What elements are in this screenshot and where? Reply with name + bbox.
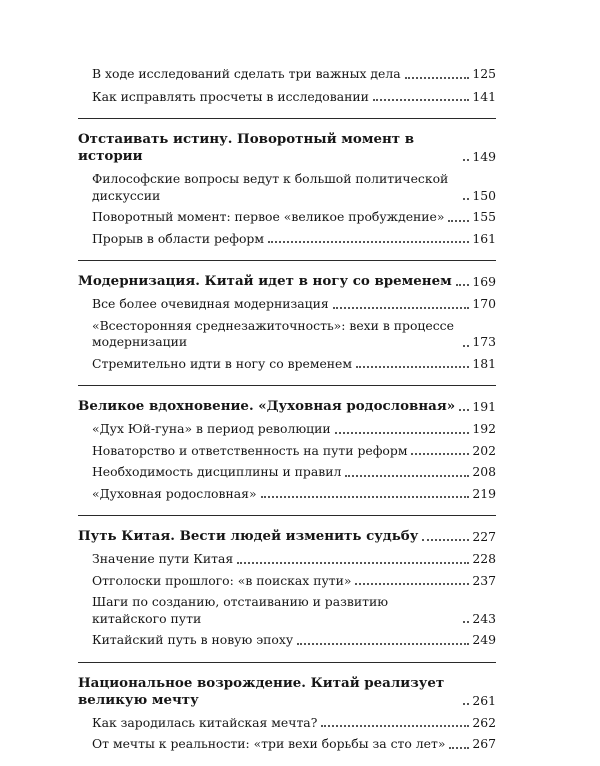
toc-entry-title: Как исправлять просчеты в исследовании	[92, 88, 369, 104]
section-divider	[78, 260, 496, 261]
toc-entry-title: От мечты к реальности: «три вехи борьбы за сто лет»	[92, 736, 446, 751]
toc-entry	[78, 715, 496, 732]
toc-entry-title: Китайский путь в новую эпоху	[92, 632, 294, 647]
dot-leader	[373, 99, 469, 101]
table-of-contents	[78, 66, 496, 766]
dot-leader	[449, 747, 469, 749]
toc-entry-title: Необходимость дисциплины и правил	[92, 464, 342, 479]
dot-leader	[297, 643, 469, 645]
toc-entry-page: 228	[472, 551, 496, 566]
section-divider	[78, 118, 496, 119]
toc-entry-page: 161	[472, 230, 496, 246]
toc-entry	[78, 89, 496, 106]
toc-chapter-title: Великое вдохновение. «Духовная родословная»	[78, 398, 456, 414]
dot-leader	[463, 345, 469, 347]
dot-leader	[268, 241, 469, 243]
dot-leader	[463, 621, 469, 623]
toc-entry	[78, 66, 496, 83]
toc-entry	[78, 318, 496, 351]
dot-leader	[463, 159, 469, 161]
dot-leader	[237, 562, 469, 564]
toc-entry-page: 181	[472, 355, 496, 371]
toc-chapter-page: 227	[472, 529, 496, 544]
toc-entry-page: 267	[472, 736, 496, 751]
toc-entry	[78, 356, 496, 373]
toc-chapter	[78, 131, 496, 165]
toc-chapter-page: 191	[472, 399, 496, 414]
toc-section	[78, 273, 496, 372]
dot-leader	[261, 496, 470, 498]
toc-entry	[78, 171, 496, 204]
toc-entry	[78, 421, 496, 438]
toc-entry-page: 202	[472, 442, 496, 458]
dot-leader	[345, 475, 469, 477]
toc-chapter	[78, 273, 496, 290]
toc-entry	[78, 464, 496, 481]
toc-entry-title: Философские вопросы ведут к большой политической дискуссии	[92, 171, 449, 203]
toc-entry-title: Значение пути Китая	[92, 551, 234, 566]
dot-leader	[333, 307, 470, 309]
dot-leader	[463, 703, 469, 705]
toc-entry-title: Как зародилась китайская мечта?	[92, 714, 318, 730]
toc-entry	[78, 632, 496, 649]
toc-entry-page: 192	[472, 421, 496, 436]
toc-chapter-page: 169	[472, 274, 496, 289]
dot-leader	[321, 725, 469, 727]
dot-leader	[422, 539, 469, 541]
toc-section	[78, 66, 496, 105]
toc-entry	[78, 296, 496, 313]
toc-chapter-title: Национальное возрождение. Китай реализует великую мечту	[78, 674, 445, 708]
toc-entry-page: 237	[472, 572, 496, 588]
toc-section	[78, 131, 496, 247]
toc-entry-page: 141	[472, 88, 496, 104]
dot-leader	[448, 220, 469, 222]
toc-chapter	[78, 675, 496, 709]
toc-chapter-title: Модернизация. Китай идет в ногу со временем	[78, 273, 452, 289]
toc-entry-page: 170	[472, 296, 496, 311]
toc-entry-page: 262	[472, 714, 496, 730]
toc-entry-page: 219	[472, 485, 496, 501]
dot-leader	[459, 409, 469, 411]
toc-chapter-page: 149	[472, 149, 496, 164]
dot-leader	[335, 432, 470, 434]
toc-entry	[78, 573, 496, 590]
toc-entry	[78, 231, 496, 248]
toc-entry-title: «Дух Юй-гуна» в период революции	[92, 421, 331, 436]
toc-section	[78, 398, 496, 502]
toc-entry-title: «Духовная родословная»	[92, 485, 257, 501]
toc-chapter-title: Отстаивать истину. Поворотный момент в истории	[78, 131, 415, 164]
toc-entry	[78, 551, 496, 568]
toc-chapter	[78, 528, 496, 545]
toc-entry-title: Отголоски прошлого: «в поисках пути»	[92, 572, 352, 588]
toc-entry-title: Поворотный момент: первое «великое пробуждение»	[92, 209, 445, 224]
dot-leader	[411, 453, 469, 455]
toc-entry-title: Все более очевидная модернизация	[92, 296, 329, 311]
toc-entry-page: 249	[472, 632, 496, 647]
section-divider	[78, 662, 496, 663]
toc-entry-title: Шаги по созданию, отстаиванию и развитию китайского пути	[92, 594, 388, 626]
dot-leader	[405, 77, 470, 79]
toc-entry	[78, 594, 496, 627]
toc-entry	[78, 486, 496, 503]
toc-chapter-title: Путь Китая. Вести людей изменить судьбу	[78, 528, 419, 544]
toc-entry	[78, 736, 496, 753]
toc-section	[78, 675, 496, 753]
toc-entry-page: 125	[472, 66, 496, 81]
toc-chapter	[78, 398, 496, 415]
toc-entry-page: 173	[472, 334, 496, 349]
toc-entry-page: 208	[472, 464, 496, 479]
toc-entry	[78, 443, 496, 460]
dot-leader	[355, 583, 469, 585]
section-divider	[78, 515, 496, 516]
toc-entry-page: 243	[472, 610, 496, 626]
toc-entry-title: Новаторство и ответственность на пути реформ	[92, 442, 408, 458]
toc-section	[78, 528, 496, 649]
section-divider	[78, 385, 496, 386]
dot-leader	[356, 366, 469, 368]
toc-entry-title: «Всесторонняя среднезажиточность»: вехи в процессе модернизации	[92, 317, 454, 349]
toc-entry-page: 155	[472, 209, 496, 224]
toc-entry-title: В ходе исследований сделать три важных дела	[92, 66, 401, 81]
toc-chapter-page: 261	[472, 692, 496, 708]
dot-leader	[456, 284, 470, 286]
dot-leader	[463, 198, 469, 200]
toc-entry	[78, 209, 496, 226]
toc-entry-page: 150	[472, 187, 496, 203]
toc-entry-title: Стремительно идти в ногу со временем	[92, 355, 353, 371]
toc-entry-title: Прорыв в области реформ	[92, 230, 264, 246]
